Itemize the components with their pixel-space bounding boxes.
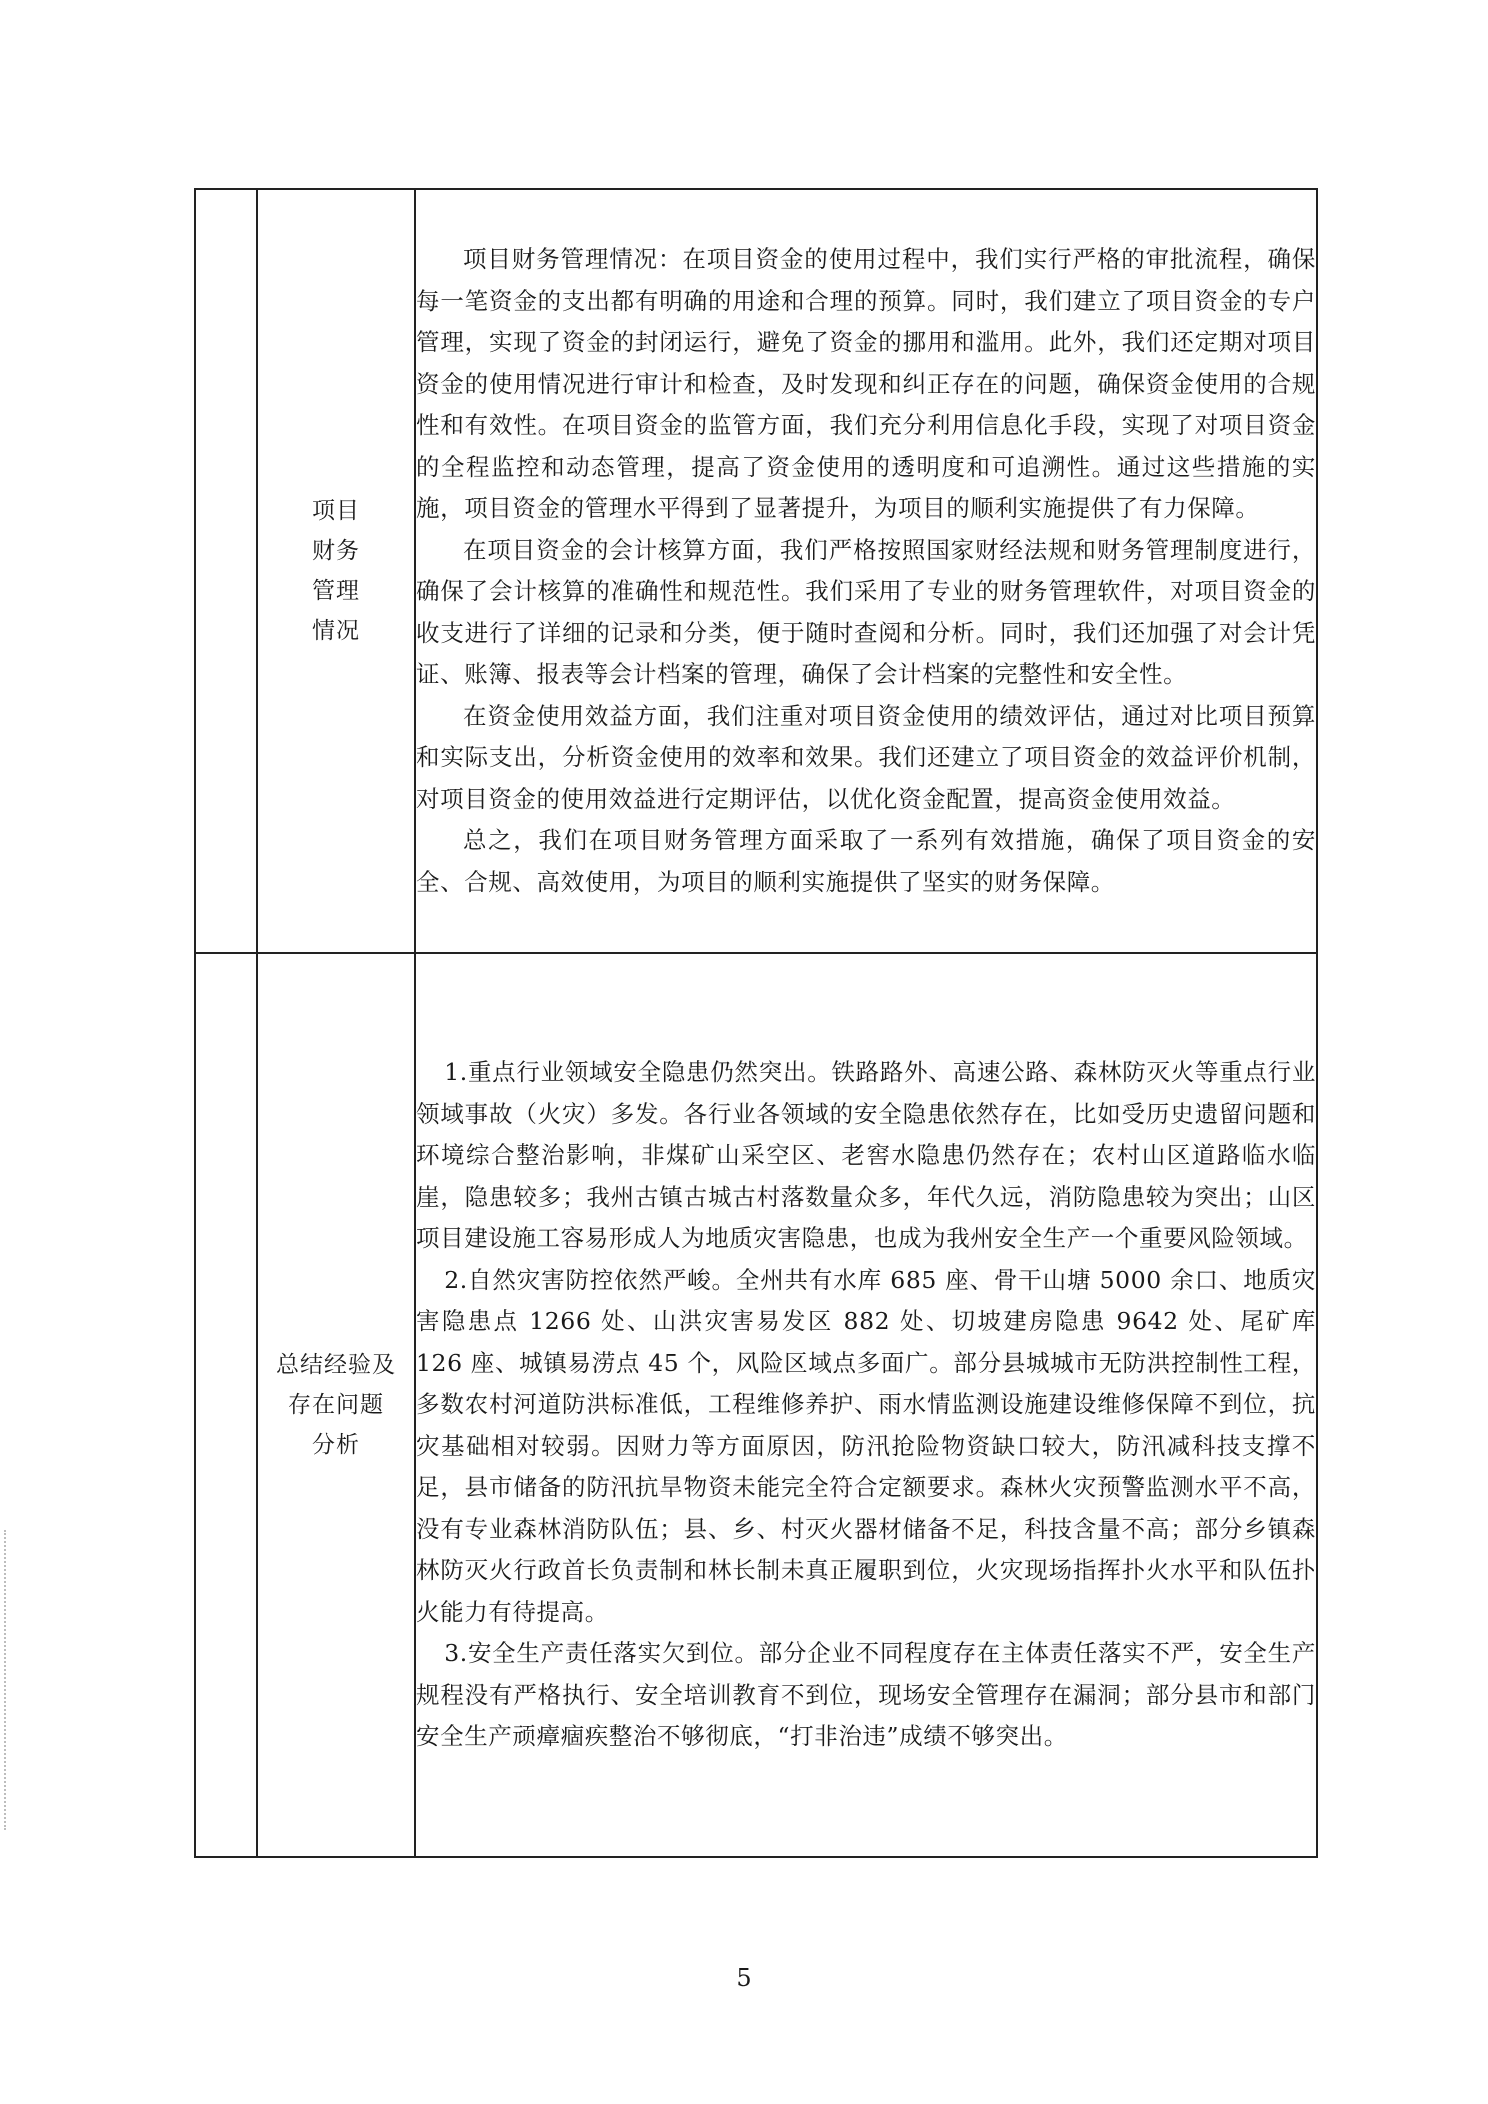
- report-table: [194, 188, 1318, 1858]
- problems-label-line: 分析: [312, 1432, 360, 1458]
- page-number: 5: [736, 1964, 752, 1992]
- blank-cell: [195, 953, 257, 1857]
- finance-paragraph: 总之，我们在项目财务管理方面采取了一系列有效措施，确保了项目资金的安全、合规、高效使用，为项目的顺利实施提供了坚实的财务保障。: [416, 826, 1316, 896]
- finance-paragraph: 在资金使用效益方面，我们注重对项目资金使用的绩效评估，通过对比项目预算和实际支出，分析资金使用的效率和效果。我们还建立了项目资金的效益评价机制，对项目资金的使用效益进行定期评估，以优化资金配置，提高资金使用效益。: [416, 701, 1316, 813]
- finance-label-line: 财务: [312, 538, 360, 564]
- finance-label-line: 情况: [312, 618, 360, 644]
- problems-paragraph: 3.安全生产责任落实欠到位。部分企业不同程度存在主体责任落实不严，安全生产规程没有严格执行、安全培训教育不到位，现场安全管理存在漏洞；部分县市和部门安全生产顽瘴痼疾整治不够彻底，“打非治违”成绩不够突出。: [416, 1639, 1316, 1751]
- finance-label-cell: [257, 189, 415, 953]
- problems-content-cell: [415, 953, 1317, 1857]
- finance-label-line: 项目: [312, 498, 360, 524]
- finance-label-line: 管理: [312, 578, 360, 604]
- finance-paragraph: 项目财务管理情况：在项目资金的使用过程中，我们实行严格的审批流程，确保每一笔资金的支出都有明确的用途和合理的预算。同时，我们建立了项目资金的专户管理，实现了资金的封闭运行，避免了资金的挪用和滥用。此外，我们还定期对项目资金的使用情况进行审计和检查，及时发现和纠正存在的问题，确保资金使用的合规性和有效性。在项目资金的监管方面，我们充分利用信息化手段，实现了对项目资金的全程监控和动态管理，提高了资金使用的透明度和可追溯性。通过这些措施的实施，项目资金的管理水平得到了显著提升，为项目的顺利实施提供了有力保障。: [416, 245, 1316, 522]
- problems-label-line: 存在问题: [288, 1392, 384, 1418]
- problems-paragraph: 1.重点行业领域安全隐患仍然突出。铁路路外、高速公路、森林防灭火等重点行业领域事故（火灾）多发。各行业各领域的安全隐患依然存在，比如受历史遗留问题和环境综合整治影响，非煤矿山采空区、老窖水隐患仍然存在；农村山区道路临水临崖，隐患较多；我州古镇古城古村落数量众多，年代久远，消防隐患较为突出；山区项目建设施工容易形成人为地质灾害隐患，也成为我州安全生产一个重要风险领域。: [416, 1058, 1316, 1253]
- problems-label-cell: [257, 953, 415, 1857]
- blank-cell: [195, 189, 257, 953]
- finance-row: [195, 189, 1317, 953]
- binding-margin-dots: [4, 1530, 8, 1830]
- problems-label-line: 总结经验及: [276, 1352, 396, 1378]
- finance-paragraph: 在项目资金的会计核算方面，我们严格按照国家财经法规和财务管理制度进行，确保了会计核算的准确性和规范性。我们采用了专业的财务管理软件，对项目资金的收支进行了详细的记录和分类，便于随时查阅和分析。同时，我们还加强了对会计凭证、账簿、报表等会计档案的管理，确保了会计档案的完整性和安全性。: [416, 535, 1316, 688]
- finance-content-cell: [415, 189, 1317, 953]
- problems-paragraph: 2.自然灾害防控依然严峻。全州共有水库 685 座、骨干山塘 5000 余口、地质灾害隐患点 1266 处、山洪灾害易发区 882 处、切坡建房隐患 9642 处、尾矿库 126 座、城镇易涝点 45 个，风险区域点多面广。部分县城城市无防洪控制性工程，多数农村河道防洪标准低，工程维修养护、雨水情监测设施建设维修保障不到位，抗灾基础相对较弱。因财力等方面原因，防汛抢险物资缺口较大，防汛减科技支撑不足，县市储备的防汛抗旱物资未能完全符合定额要求。森林火灾预警监测水平不高，没有专业森林消防队伍；县、乡、村灭火器材储备不足，科技含量不高；部分乡镇森林防灭火行政首长负责制和林长制未真正履职到位，火灾现场指挥扑火水平和队伍扑火能力有待提高。: [416, 1265, 1316, 1626]
- problems-row: [195, 953, 1317, 1857]
